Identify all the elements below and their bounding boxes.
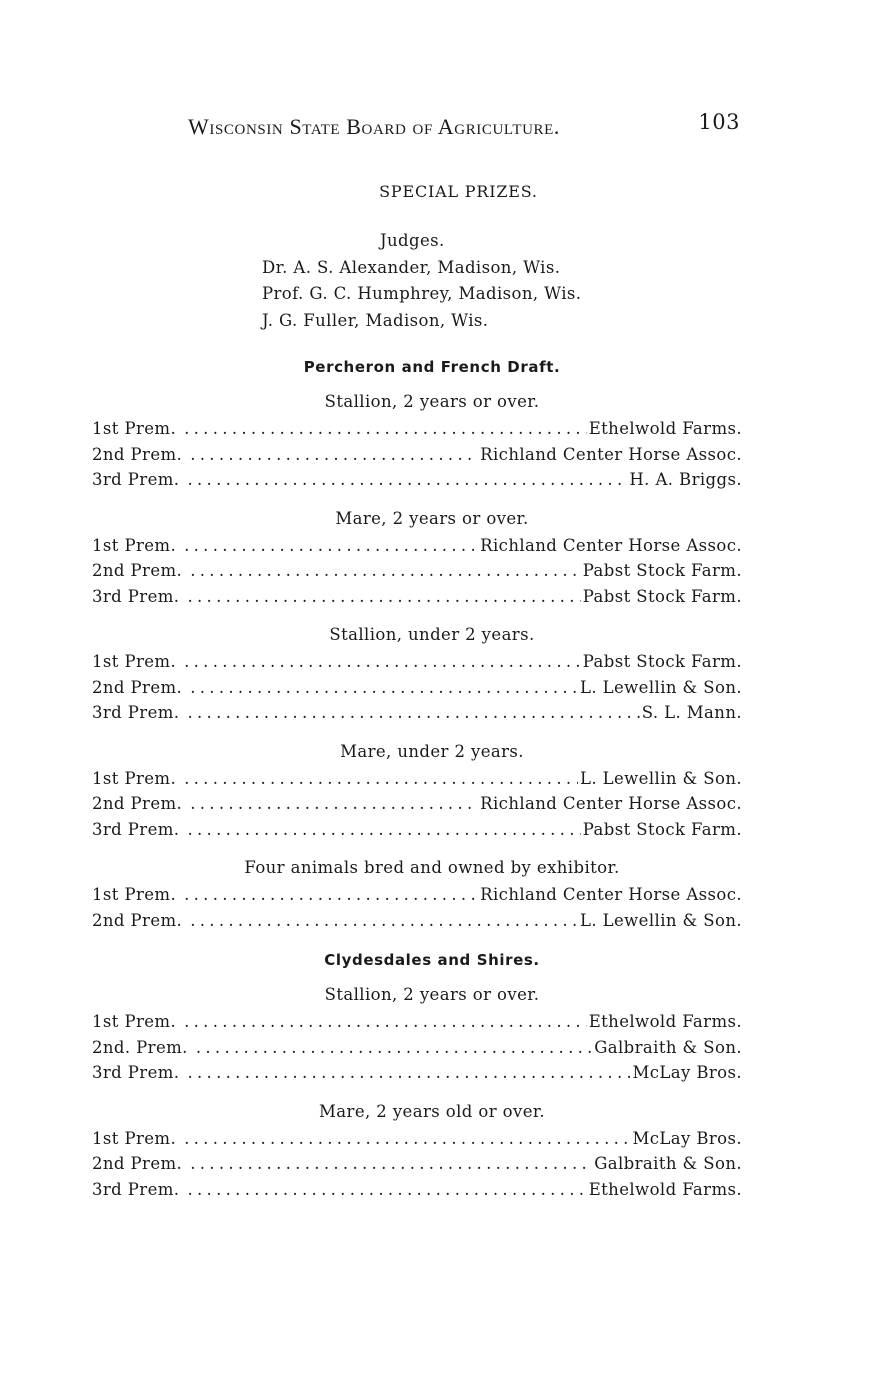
premium-label: 2nd Prem.: [92, 910, 183, 930]
prize-entry: [92, 1151, 742, 1177]
dot-leader: [187, 1060, 630, 1086]
breed-heading: Percheron and French Draft.: [303, 358, 561, 376]
judge-name: Prof. G. C. Humphrey, Madison, Wis.: [262, 284, 582, 303]
winner-name: Pabst Stock Farm.: [582, 819, 742, 839]
prize-entry: [92, 791, 742, 817]
judge-name: Dr. A. S. Alexander, Madison, Wis.: [262, 257, 561, 277]
winner-name: L. Lewellin & Son.: [579, 677, 742, 697]
prize-entry: [92, 1060, 742, 1086]
winner-name: S. L. Mann.: [641, 703, 742, 722]
dot-leader: [184, 416, 587, 442]
premium-label: 2nd Prem.: [92, 677, 183, 697]
winner-name: Galbraith & Son.: [594, 1154, 742, 1173]
dot-leader: [184, 1126, 630, 1152]
winner-name: Pabst Stock Farm.: [582, 561, 742, 580]
premium-label: 1st Prem.: [92, 535, 177, 555]
premium-label: 3rd Prem.: [92, 586, 180, 606]
class-heading: Stallion, 2 years or over.: [324, 392, 540, 411]
premium-label: 3rd Prem.: [92, 470, 180, 489]
breed-heading: Clydesdales and Shires.: [324, 951, 540, 969]
judges-block: [262, 228, 581, 334]
winner-name: Pabst Stock Farm.: [582, 652, 742, 671]
prize-entry: [92, 1009, 742, 1035]
prize-entry: [92, 558, 742, 584]
premium-label: 3rd Prem.: [92, 703, 180, 722]
dot-leader: [187, 817, 580, 843]
dot-leader: [190, 442, 478, 468]
dot-leader: [190, 1151, 592, 1177]
dot-leader: [190, 675, 578, 701]
class-heading: Stallion, under 2 years.: [329, 625, 535, 644]
winner-name: L. Lewellin & Son.: [579, 910, 742, 930]
dot-leader: [184, 882, 478, 908]
premium-label: 1st Prem.: [92, 1012, 177, 1031]
premium-label: 2nd Prem.: [92, 561, 183, 580]
dot-leader: [184, 766, 578, 792]
dot-leader: [184, 533, 478, 559]
premium-label: 1st Prem.: [92, 1128, 177, 1148]
dot-leader: [187, 1177, 586, 1203]
winner-name: McLay Bros.: [632, 1128, 742, 1148]
prize-entry: [92, 533, 742, 559]
premium-label: 2nd Prem.: [92, 794, 183, 813]
prize-entry: [92, 584, 742, 610]
class-heading: Stallion, 2 years or over.: [324, 985, 540, 1004]
dot-leader: [190, 908, 578, 934]
premium-label: 1st Prem.: [92, 419, 177, 438]
dot-leader: [196, 1035, 592, 1061]
class-heading: Mare, 2 years old or over.: [319, 1101, 545, 1121]
prize-entry: [92, 649, 742, 675]
winner-name: Pabst Stock Farm.: [582, 586, 742, 606]
winner-name: Ethelwold Farms.: [588, 1012, 742, 1031]
dot-leader: [190, 791, 478, 817]
dot-leader: [190, 558, 581, 584]
prize-entry: [92, 1035, 742, 1061]
prize-entry: [92, 766, 742, 792]
premium-label: 2nd Prem.: [92, 1154, 183, 1173]
premium-label: 3rd Prem.: [92, 1063, 180, 1082]
page-number: 103: [698, 110, 740, 134]
winner-name: Ethelwold Farms.: [588, 1179, 742, 1199]
winner-name: Richland Center Horse Assoc.: [480, 885, 742, 904]
winner-name: Ethelwold Farms.: [588, 419, 742, 438]
class-heading: Mare, under 2 years.: [340, 741, 524, 761]
prize-entry: [92, 817, 742, 843]
premium-label: 2nd Prem.: [92, 444, 183, 464]
premium-label: 2nd. Prem.: [92, 1037, 188, 1057]
dot-leader: [187, 467, 627, 493]
special-prizes-heading: SPECIAL PRIZES.: [379, 182, 538, 201]
dot-leader: [187, 700, 639, 726]
winner-name: Richland Center Horse Assoc.: [480, 794, 742, 813]
prize-entry: [92, 675, 742, 701]
judge-name: J. G. Fuller, Madison, Wis.: [262, 310, 489, 330]
prize-entry: [92, 700, 742, 726]
winner-name: Galbraith & Son.: [594, 1037, 742, 1057]
winner-name: Richland Center Horse Assoc.: [480, 444, 742, 464]
dot-leader: [184, 1009, 587, 1035]
prize-entry: [92, 467, 742, 493]
prize-entry: [92, 882, 742, 908]
judges-title: Judges.: [380, 231, 445, 250]
section-spacer: [92, 933, 742, 943]
winner-name: L. Lewellin & Son.: [579, 768, 742, 788]
premium-label: 1st Prem.: [92, 652, 177, 671]
winner-name: H. A. Briggs.: [629, 470, 742, 489]
winner-name: Richland Center Horse Assoc.: [480, 535, 742, 555]
winner-name: McLay Bros.: [632, 1063, 742, 1082]
prize-entry: [92, 1177, 742, 1203]
prize-entry: [92, 908, 742, 934]
dot-leader: [187, 584, 580, 610]
prize-entry: [92, 1126, 742, 1152]
running-head: [188, 108, 740, 142]
prize-entry: [92, 416, 742, 442]
class-heading: Mare, 2 years or over.: [335, 508, 529, 528]
class-heading: Four animals bred and owned by exhibitor.: [244, 858, 620, 877]
dot-leader: [184, 649, 581, 675]
running-title: Wisconsin State Board of Agriculture.: [188, 114, 560, 139]
premium-label: 1st Prem.: [92, 768, 177, 788]
premium-label: 1st Prem.: [92, 885, 177, 904]
prize-entry: [92, 442, 742, 468]
premium-label: 3rd Prem.: [92, 819, 180, 839]
premium-label: 3rd Prem.: [92, 1179, 180, 1199]
prize-list: [92, 350, 742, 1202]
